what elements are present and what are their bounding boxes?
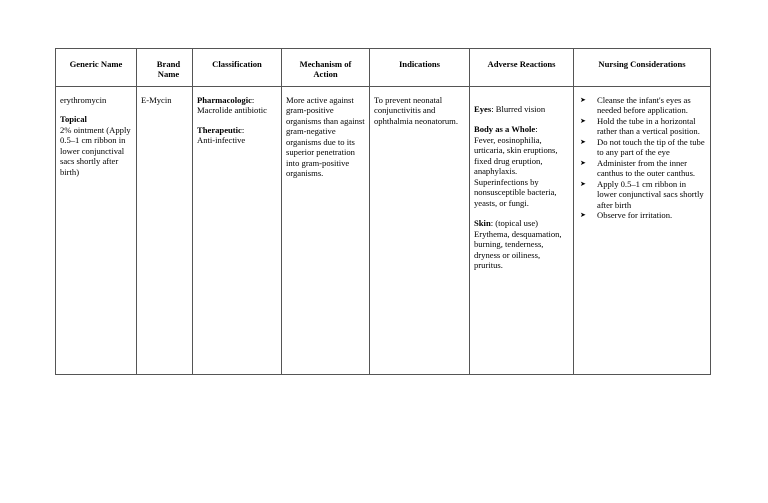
dosage-detail: 2% ointment (Apply 0.5–1 cm ribbon in lower conjunctival sacs shortly after birth) (60, 124, 131, 177)
therapeutic-value: Anti-infective (197, 135, 246, 146)
arrowhead-bullet-icon: ➤ (580, 211, 586, 220)
list-item: ➤ Hold the tube in a horizontal rather than a vertical position. (580, 115, 700, 137)
cell-adverse-reactions: Eyes: Blurred vision Body as a Whole: Fever, eosinophilia, urticaria, skin eruptions, fixed drug eruption, anaphylaxis. Superinfections by nonsusceptible bacteria, yeasts, or fungi. Skin: (topical use) Erythema, desquamation, burning, tenderness, dryness or oiliness, pruritus. (470, 87, 574, 375)
brand-name: E-Mycin (141, 95, 172, 105)
cell-classification: Pharmacologic: Macrolide antibiotic Therapeutic: Anti-infective (193, 87, 282, 375)
arrowhead-bullet-icon: ➤ (580, 96, 586, 104)
list-item: ➤ Cleanse the infant's eyes as needed before application. (580, 95, 691, 116)
drug-row (56, 87, 711, 375)
body-value: Fever, eosinophilia, urticaria, skin eruptions, fixed drug eruption, anaphylaxis. Superinfections by nonsusceptible bacteria, yeasts, or fungi. (474, 134, 558, 208)
pharmacologic-value: Macrolide antibiotic (197, 105, 267, 116)
header-brand-name: Brand Name (137, 49, 193, 87)
skin-value: Erythema, desquamation, burning, tenderness, dryness or oiliness, pruritus. (474, 228, 562, 271)
eyes-label: Eyes (474, 104, 492, 114)
arrowhead-bullet-icon: ➤ (580, 137, 586, 146)
route-label: Topical (60, 114, 87, 125)
therapeutic-label: Therapeutic (197, 124, 242, 135)
header-mechanism: Mechanism of Action (282, 49, 370, 87)
list-item: ➤ Administer from the inner canthus to the outer canthus. (580, 157, 696, 179)
cell-indications (370, 87, 470, 375)
list-item: ➤ Do not touch the tip of the tube to any part of the eye (580, 136, 705, 158)
generic-name: erythromycin (60, 95, 107, 105)
arrowhead-bullet-icon: ➤ (580, 116, 586, 125)
header-row (56, 49, 711, 87)
list-item: ➤ Observe for irritation. (580, 210, 673, 221)
arrowhead-bullet-icon: ➤ (580, 158, 586, 167)
header-nursing-considerations: Nursing Considerations (574, 49, 711, 87)
skin-label: Skin (474, 218, 491, 229)
drug-card-table (55, 48, 711, 375)
eyes-value: Blurred vision (495, 104, 546, 114)
cell-nursing-considerations (574, 87, 711, 375)
header-generic-name: Generic Name (56, 49, 137, 87)
body-label: Body as a Whole (474, 124, 536, 135)
cell-generic-name (56, 87, 137, 375)
cell-mechanism (282, 87, 370, 375)
skin-note: (topical use) (495, 218, 538, 229)
nursing-list (578, 95, 706, 221)
indications-text: To prevent neonatal conjunctivitis and ophthalmia neonatorum. (374, 95, 459, 126)
header-indications: Indications (370, 49, 470, 87)
mechanism-text: More active against gram-positive organisms than against gram-negative organisms due to its superior penetration into gram-positive organisms. (286, 95, 365, 179)
header-adverse-reactions: Adverse Reactions (470, 49, 574, 87)
arrowhead-bullet-icon: ➤ (580, 179, 586, 188)
pharmacologic-label: Pharmacologic (197, 95, 252, 105)
cell-brand-name (137, 87, 193, 375)
header-classification: Classification (193, 49, 282, 87)
list-item: ➤ Apply 0.5–1 cm ribbon in lower conjunctival sacs shortly after birth (580, 178, 704, 210)
